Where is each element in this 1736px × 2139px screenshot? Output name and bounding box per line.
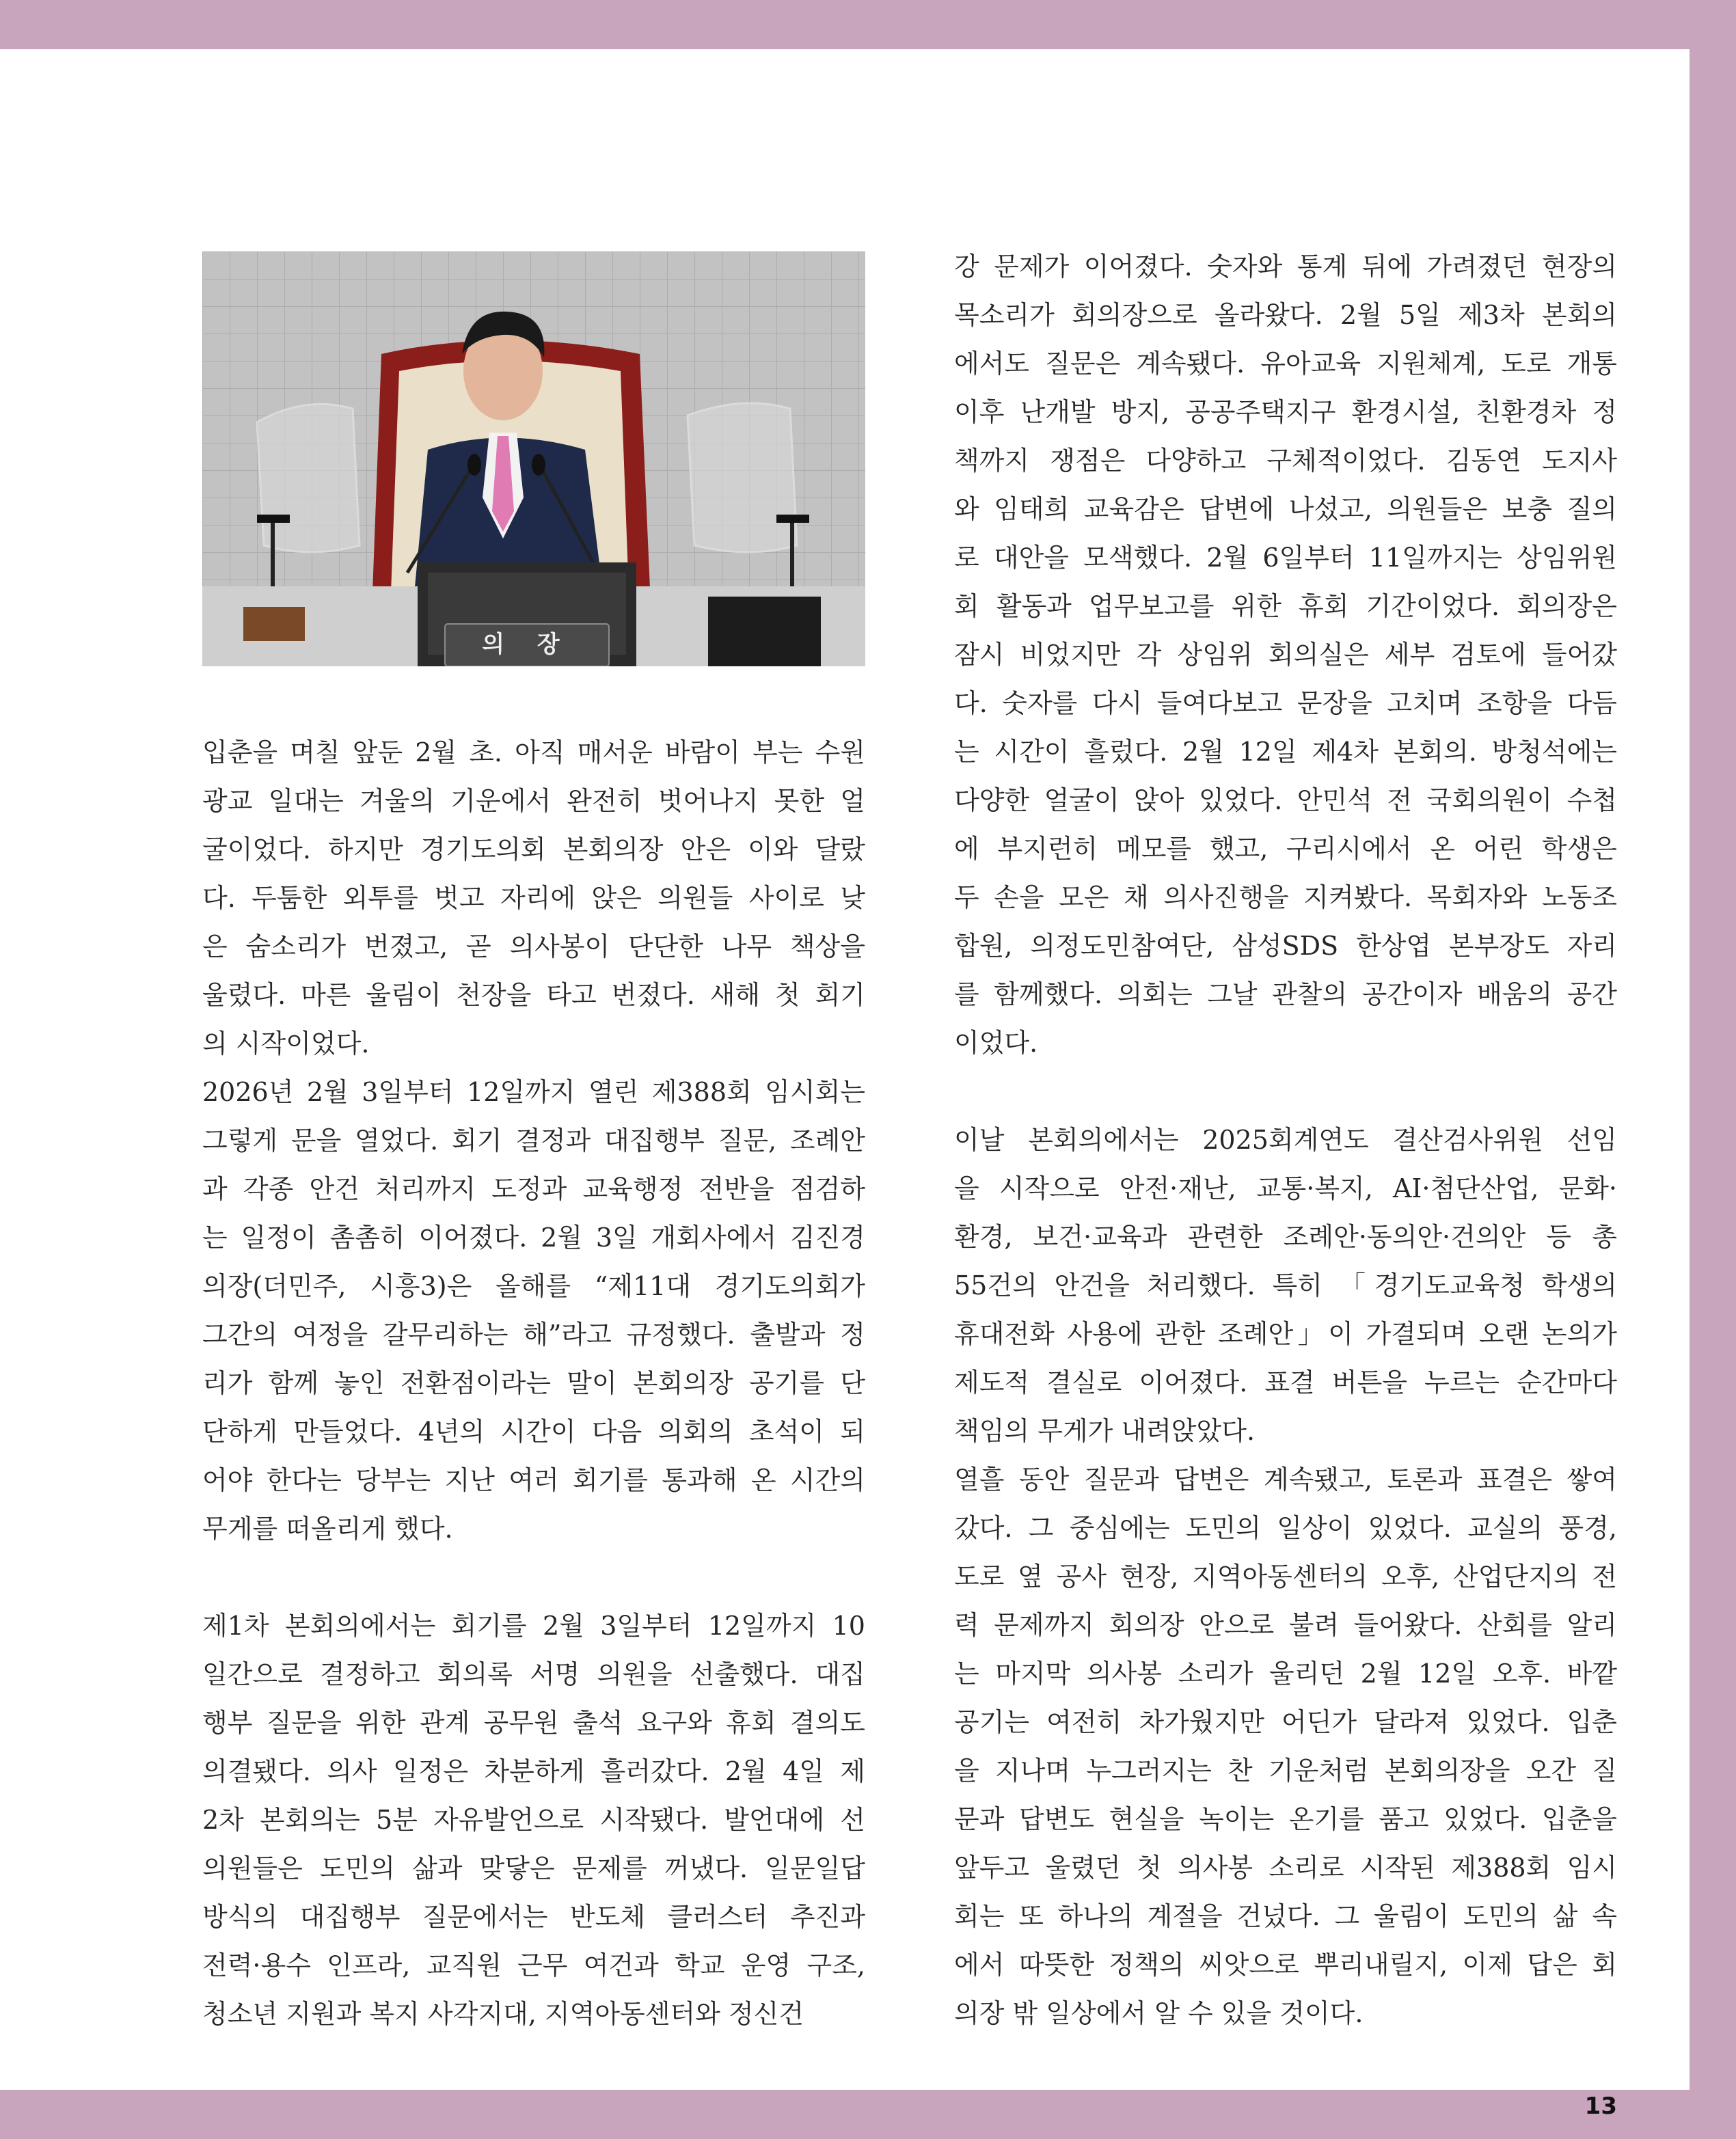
text-line: 단하게 만들었다. 4년의 시간이 다음 의회의 초석이 되 (202, 1417, 865, 1447)
photo-illustration (202, 251, 865, 666)
text-line: 잠시 비었지만 각 상임위 회의실은 세부 검토에 들어갔 (954, 640, 1617, 670)
text-line: 를 함께했다. 의회는 그날 관찰의 공간이자 배움의 공간 (954, 979, 1617, 1009)
text-line: 회는 또 하나의 계절을 건넜다. 그 울림이 도민의 삶 속 (954, 1901, 1617, 1931)
text-line: 앞두고 울렸던 첫 의사봉 소리로 시작된 제388회 임시 (954, 1853, 1617, 1883)
text-line: 과 각종 안건 처리까지 도정과 교육행정 전반을 점검하 (202, 1174, 865, 1204)
text-line: 이후 난개발 방지, 공공주택지구 환경시설, 친환경차 정 (954, 397, 1617, 427)
text-line: 55건의 안건을 처리했다. 특히 「경기도교육청 학생의 (954, 1270, 1617, 1300)
text-line: 휴대전화 사용에 관한 조례안」이 가결되며 오랜 논의가 (954, 1319, 1617, 1349)
text-line: 이었다. (954, 1028, 1038, 1058)
text-line: 열흘 동안 질문과 답변은 계속됐고, 토론과 표결은 쌓여 (954, 1464, 1617, 1495)
text-line: 다양한 얼굴이 앉아 있었다. 안민석 전 국회의원이 수첩 (954, 785, 1617, 815)
text-line: 강 문제가 이어졌다. 숫자와 통계 뒤에 가려졌던 현장의 (954, 251, 1617, 282)
text-line: 도로 옆 공사 현장, 지역아동센터의 오후, 산업단지의 전 (954, 1562, 1617, 1592)
text-line: 의 시작이었다. (202, 1028, 370, 1059)
text-line: 공기는 여전히 차가웠지만 어딘가 달라져 있었다. 입춘 (954, 1707, 1617, 1737)
text-line: 환경, 보건·교육과 관련한 조례안·동의안·건의안 등 총 (954, 1222, 1617, 1252)
text-line: 에서 따뜻한 정책의 씨앗으로 뿌리내릴지, 이제 답은 회 (954, 1950, 1617, 1980)
text-line: 리가 함께 놓인 전환점이라는 말이 본회의장 공기를 단 (202, 1368, 865, 1398)
text-line: 는 마지막 의사봉 소리가 울리던 2월 12일 오후. 바깥 (954, 1659, 1617, 1689)
text-line: 굴이었다. 하지만 경기도의회 본회의장 안은 이와 달랐 (202, 834, 865, 864)
text-line: 의원들은 도민의 삶과 맞닿은 문제를 꺼냈다. 일문일답 (202, 1853, 865, 1883)
article-left-column (202, 728, 865, 2039)
text-line: 은 숨소리가 번졌고, 곧 의사봉이 단단한 나무 책상을 (202, 931, 865, 962)
paragraph-gap (954, 1067, 1617, 1116)
text-line: 책까지 쟁점은 다양하고 구체적이었다. 김동연 도지사 (954, 446, 1617, 476)
page-number: 13 (1584, 2093, 1617, 2120)
text-line: 의결됐다. 의사 일정은 차분하게 흘러갔다. 2월 4일 제 (202, 1756, 865, 1786)
text-line: 의장(더민주, 시흥3)은 올해를 “제11대 경기도의회가 (202, 1271, 865, 1301)
text-line: 이날 본회의에서는 2025회계연도 결산검사위원 선임 (954, 1125, 1617, 1155)
nameplate: 의 장 (482, 631, 572, 658)
text-line: 는 시간이 흘렀다. 2월 12일 제4차 본회의. 방청석에는 (954, 737, 1617, 767)
text-line: 책임의 무게가 내려앉았다. (954, 1416, 1256, 1446)
text-line: 제1차 본회의에서는 회기를 2월 3일부터 12일까지 10 (202, 1611, 865, 1641)
text-line: 합원, 의정도민참여단, 삼성SDS 한상엽 본부장도 자리 (954, 931, 1617, 961)
text-line: 2026년 2월 3일부터 12일까지 열린 제388회 임시회는 (202, 1077, 865, 1107)
article-right-column (954, 243, 1617, 2038)
text-line: 그렇게 문을 열었다. 회기 결정과 대집행부 질문, 조례안 (202, 1126, 865, 1156)
text-line: 행부 질문을 위한 관계 공무원 출석 요구와 휴회 결의도 (202, 1708, 865, 1738)
text-line: 에 부지런히 메모를 했고, 구리시에서 온 어린 학생은 (954, 834, 1617, 864)
text-line: 제도적 결실로 이어졌다. 표결 버튼을 누르는 순간마다 (954, 1367, 1617, 1398)
text-line: 로 대안을 모색했다. 2월 6일부터 11일까지는 상임위원 (954, 543, 1617, 573)
text-line: 력 문제까지 회의장 안으로 불려 들어왔다. 산회를 알리 (954, 1610, 1617, 1640)
text-line: 다. 숫자를 다시 들여다보고 문장을 고치며 조항을 다듬 (954, 688, 1617, 718)
text-line: 와 임태희 교육감은 답변에 나섰고, 의원들은 보충 질의 (954, 494, 1617, 524)
chairman-podium-photo (202, 251, 865, 666)
text-line: 문과 답변도 현실을 녹이는 온기를 품고 있었다. 입춘을 (954, 1804, 1617, 1834)
text-line: 에서도 질문은 계속됐다. 유아교육 지원체계, 도로 개통 (954, 349, 1617, 379)
text-line: 는 일정이 촘촘히 이어졌다. 2월 3일 개회사에서 김진경 (202, 1223, 865, 1253)
text-line: 2차 본회의는 5분 자유발언으로 시작됐다. 발언대에 선 (202, 1805, 865, 1835)
text-line: 목소리가 회의장으로 올라왔다. 2월 5일 제3차 본회의 (954, 300, 1617, 330)
magazine-page (0, 49, 1690, 2120)
text-line: 회 활동과 업무보고를 위한 휴회 기간이었다. 회의장은 (954, 591, 1617, 621)
text-line: 입춘을 며칠 앞둔 2월 초. 아직 매서운 바람이 부는 수원 (202, 737, 865, 767)
text-line: 그간의 여정을 갈무리하는 해”라고 규정했다. 출발과 정 (202, 1320, 865, 1350)
text-line: 두 손을 모은 채 의사진행을 지켜봤다. 목회자와 노동조 (954, 882, 1617, 912)
text-line: 청소년 지원과 복지 사각지대, 지역아동센터와 정신건 (202, 1999, 804, 2029)
text-line: 어야 한다는 당부는 지난 여러 회기를 통과해 온 시간의 (202, 1465, 865, 1495)
text-line: 광교 일대는 겨울의 기운에서 완전히 벗어나지 못한 얼 (202, 786, 865, 816)
text-line: 울렸다. 마른 울림이 천장을 타고 번졌다. 새해 첫 회기 (202, 980, 865, 1010)
text-line: 갔다. 그 중심에는 도민의 일상이 있었다. 교실의 풍경, (954, 1513, 1617, 1543)
text-line: 다. 두툼한 외투를 벗고 자리에 앉은 의원들 사이로 낮 (202, 883, 865, 913)
text-line: 방식의 대집행부 질문에서는 반도체 클러스터 추진과 (202, 1902, 865, 1932)
text-line: 의장 밖 일상에서 알 수 있을 것이다. (954, 1998, 1364, 2028)
text-line: 일간으로 결정하고 회의록 서명 의원을 선출했다. 대집 (202, 1659, 865, 1689)
paragraph-gap (202, 1553, 865, 1602)
text-line: 을 지나며 누그러지는 찬 기운처럼 본회의장을 오간 질 (954, 1756, 1617, 1786)
text-line: 무게를 떠올리게 했다. (202, 1514, 453, 1544)
text-line: 을 시작으로 안전·재난, 교통·복지, AI·첨단산업, 문화· (954, 1173, 1617, 1203)
text-line: 전력·용수 인프라, 교직원 근무 여건과 학교 운영 구조, (202, 1950, 865, 1980)
